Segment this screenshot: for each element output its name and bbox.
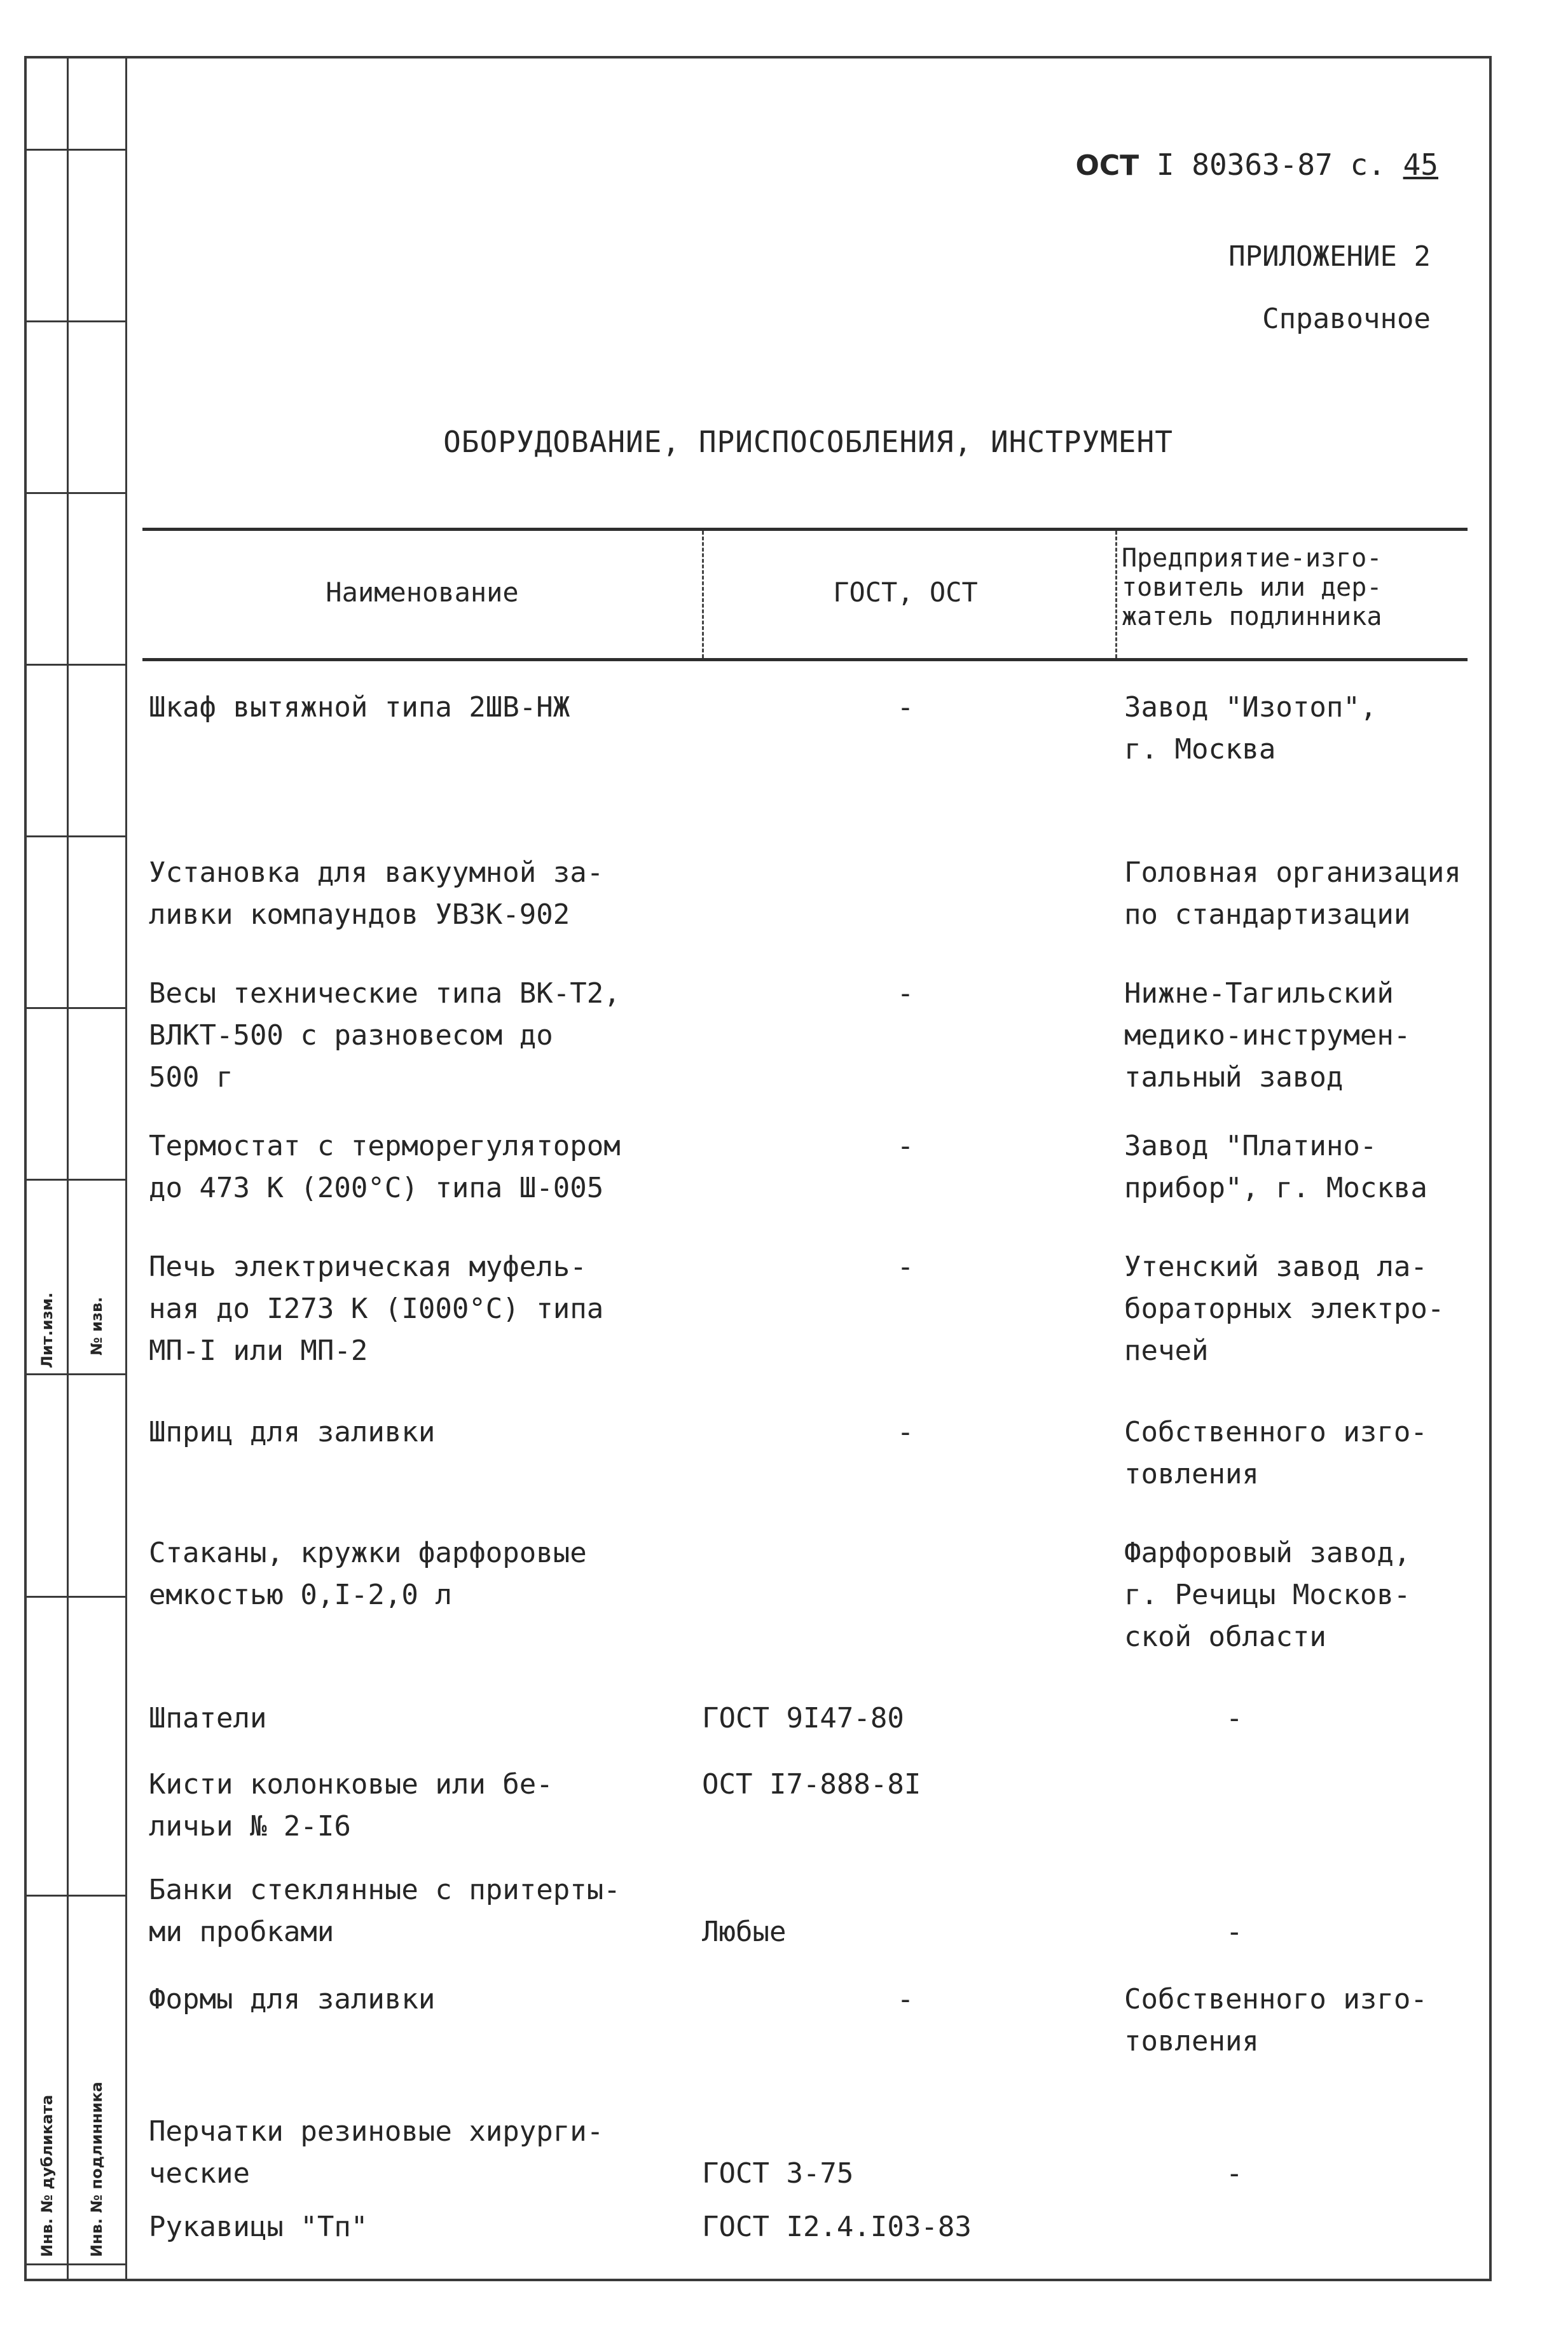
cell-gost: -	[897, 977, 914, 1010]
cell-maker: Утенский завод ла- бораторных электро- печей	[1124, 1251, 1445, 1367]
cell-name: Шкаф вытяжной типа 2ШВ-НЖ	[149, 691, 570, 724]
cell-name: Кисти колонковые или бе- личьи № 2-I6	[149, 1768, 553, 1843]
document-title: ОБОРУДОВАНИЕ, ПРИСПОСОБЛЕНИЯ, ИНСТРУМЕНТ	[443, 425, 1173, 459]
code-prefix: ОСТ	[1075, 149, 1139, 182]
appendix-type: Справочное	[1262, 303, 1431, 335]
cell-maker: Завод "Изотоп", г. Москва	[1124, 691, 1377, 765]
cell-gost: ГОСТ 9I47-80	[702, 1702, 904, 1734]
cell-maker: Головная организация по стандартизации	[1124, 856, 1461, 931]
cell-gost: -	[897, 1251, 914, 1283]
cell-gost: Любые	[702, 1916, 787, 1948]
binder-column-inner	[69, 58, 127, 2279]
cell-name: Перчатки резиновые хирурги- ческие	[149, 2115, 604, 2190]
binder-label-izv: № изв.	[88, 1296, 106, 1356]
cell-name: Весы технические типа ВК-Т2, ВЛКТ-500 с разновесом до 500 г	[149, 977, 621, 1094]
cell-maker: Собственного изго- товления	[1124, 1983, 1427, 2057]
cell-gost: -	[897, 1416, 914, 1448]
column-header-name: Наименование	[326, 577, 519, 608]
binder-label-inv-dublikata: Инв. № дубликата	[38, 2094, 56, 2257]
page-content	[127, 58, 1489, 2279]
document-code	[1075, 148, 1438, 182]
cell-name: Банки стеклянные с притерты- ми пробками	[149, 1874, 621, 1948]
cell-gost: -	[897, 1130, 914, 1162]
cell-gost: ГОСТ I2.4.I03-83	[702, 2211, 972, 2243]
column-header-gost: ГОСТ, ОСТ	[833, 577, 978, 608]
appendix-label: ПРИЛОЖЕНИЕ 2	[1228, 240, 1431, 273]
cell-gost: ГОСТ 3-75	[702, 2157, 854, 2190]
cell-maker: Завод "Платино- прибор", г. Москва	[1124, 1130, 1427, 1204]
cell-gost: ОСТ I7-888-8I	[702, 1768, 921, 1801]
cell-name: Рукавицы "Тп"	[149, 2211, 368, 2243]
cell-gost: -	[897, 1983, 914, 2015]
binder-strip	[27, 58, 127, 2279]
cell-maker: Нижне-Тагильский медико-инструмен- тальный завод	[1124, 977, 1411, 1094]
cell-gost: -	[897, 691, 914, 724]
binder-label-lit-izm: Лит.изм.	[38, 1292, 56, 1368]
cell-maker: Фарфоровый завод, г. Речицы Москов- ской области	[1124, 1537, 1411, 1653]
cell-name: Термостат с терморегулятором до 473 К (200°С) типа Ш-005	[149, 1130, 621, 1204]
cell-name: Установка для вакуумной за- ливки компаундов УВЗК-902	[149, 856, 604, 931]
cell-maker: -	[1226, 1702, 1243, 1734]
cell-name: Стаканы, кружки фарфоровые емкостью 0,I-2,0 л	[149, 1537, 587, 1611]
binder-label-inv-podlinnika: Инв. № подлинника	[88, 2082, 106, 2257]
code-number: I 80363-87 с.	[1156, 148, 1386, 182]
binder-column-outer	[27, 58, 69, 2279]
cell-maker: -	[1226, 1916, 1243, 1948]
cell-name: Шпатели	[149, 1702, 267, 1734]
page-number: 45	[1403, 148, 1438, 182]
cell-name: Шприц для заливки	[149, 1416, 436, 1448]
equipment-table	[142, 528, 1468, 2243]
header-separator	[1115, 531, 1117, 658]
table-header	[142, 528, 1468, 661]
cell-name: Печь электрическая муфель- ная до I273 К (I000°С) типа МП-I или МП-2	[149, 1251, 604, 1367]
cell-maker: Собственного изго- товления	[1124, 1416, 1427, 1490]
column-header-maker: Предприятие-изго- товитель или дер- жатель подлинника	[1122, 544, 1382, 631]
cell-name: Формы для заливки	[149, 1983, 436, 2015]
cell-maker: -	[1226, 2157, 1243, 2190]
